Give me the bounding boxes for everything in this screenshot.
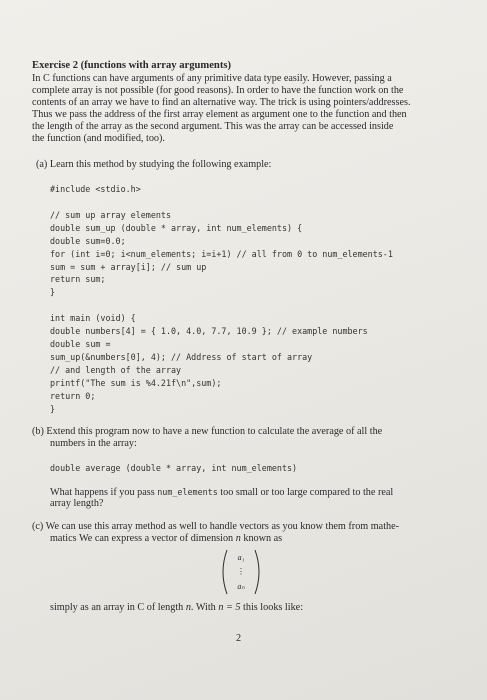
code-line-14: printf("The sum is %4.21f\n",sum); bbox=[50, 378, 222, 388]
code-line-3: double sum_up (double * array, int num_elements) { bbox=[50, 223, 303, 233]
right-paren bbox=[255, 550, 259, 594]
part-c-line-3 bbox=[50, 602, 303, 614]
intro-line-4: Thus we pass the address of the first array element as argument one to the function and then bbox=[32, 109, 407, 120]
question-code: num_elements bbox=[157, 487, 218, 497]
var-n: n bbox=[235, 533, 241, 544]
part-b-label-2: numbers in the array: bbox=[50, 438, 137, 449]
part-c-line-2-post: known as bbox=[240, 533, 283, 544]
code-line-5: for (int i=0; i<num_elements; i=i+1) // all from 0 to num_elements-1 bbox=[50, 249, 393, 259]
part-b-question-2: array length? bbox=[50, 498, 104, 509]
code-line-6: sum = sum + array[i]; // sum up bbox=[50, 262, 207, 272]
intro-line-3: contents of an array we have to find an alternative way. The trick is using pointers/addresses. bbox=[32, 97, 411, 108]
code-line-15: return 0; bbox=[50, 391, 96, 401]
question-text-post: too small or too large compared to the real bbox=[217, 487, 394, 498]
exercise-title: Exercise 2 (functions with array arguments) bbox=[32, 60, 231, 71]
vector-notation bbox=[218, 548, 264, 596]
part-c-line-3-mid: . With bbox=[190, 602, 219, 613]
vector-component-a1: a₁ bbox=[237, 553, 245, 562]
code-line-16: } bbox=[50, 404, 56, 414]
part-c-line-1: (c) We can use this array method as well to handle vectors as you know them from mathe- bbox=[32, 521, 400, 532]
code-line-12: sum_up(&numbers[0], 4); // Address of start of array bbox=[50, 352, 313, 362]
code-line-11: double sum = bbox=[50, 339, 111, 349]
code-line-4: double sum=0.0; bbox=[50, 236, 126, 246]
part-c-line-2-pre: matics We can express a vector of dimension bbox=[50, 533, 236, 544]
part-c-line-2 bbox=[50, 533, 282, 545]
code-line-9: int main (void) { bbox=[50, 313, 136, 323]
part-c-line-3-pre: simply as an array in C of length bbox=[50, 602, 186, 613]
average-signature: double average (double * array, int num_elements) bbox=[50, 463, 298, 473]
intro-line-6: the function (and modified, too). bbox=[32, 133, 165, 144]
code-line-8: } bbox=[50, 287, 56, 297]
code-line-1: #include <stdio.h> bbox=[50, 184, 141, 194]
part-b-label-1: (b) Extend this program now to have a new function to calculate the average of all the bbox=[32, 426, 383, 437]
code-line-10: double numbers[4] = { 1.0, 4.0, 7.7, 10.9 }; // example numbers bbox=[50, 326, 368, 336]
code-line-2: // sum up array elements bbox=[50, 210, 172, 220]
var-n-2: n bbox=[185, 602, 191, 613]
question-text-pre: What happens if you pass bbox=[50, 487, 158, 498]
code-line-13: // and length of the array bbox=[50, 365, 182, 375]
left-paren bbox=[223, 550, 227, 594]
intro-line-2: complete array is not possible (for good reasons). In order to have the function work on the bbox=[32, 85, 404, 96]
part-a-label: (a) Learn this method by studying the following example: bbox=[36, 159, 272, 170]
code-line-7: return sum; bbox=[50, 274, 106, 284]
vector-dots: ⋮ bbox=[237, 567, 245, 576]
page-number: 2 bbox=[236, 633, 242, 644]
intro-line-5: the length of the array as the second argument. This was the array can be accessed inside bbox=[32, 121, 394, 132]
intro-line-1: In C functions can have arguments of any primitive data type easily. However, passing a bbox=[32, 73, 392, 84]
part-c-line-3-post: this looks like: bbox=[240, 602, 304, 613]
equation-n-5: n = 5 bbox=[218, 602, 241, 613]
vector-component-an: aₙ bbox=[237, 582, 245, 591]
